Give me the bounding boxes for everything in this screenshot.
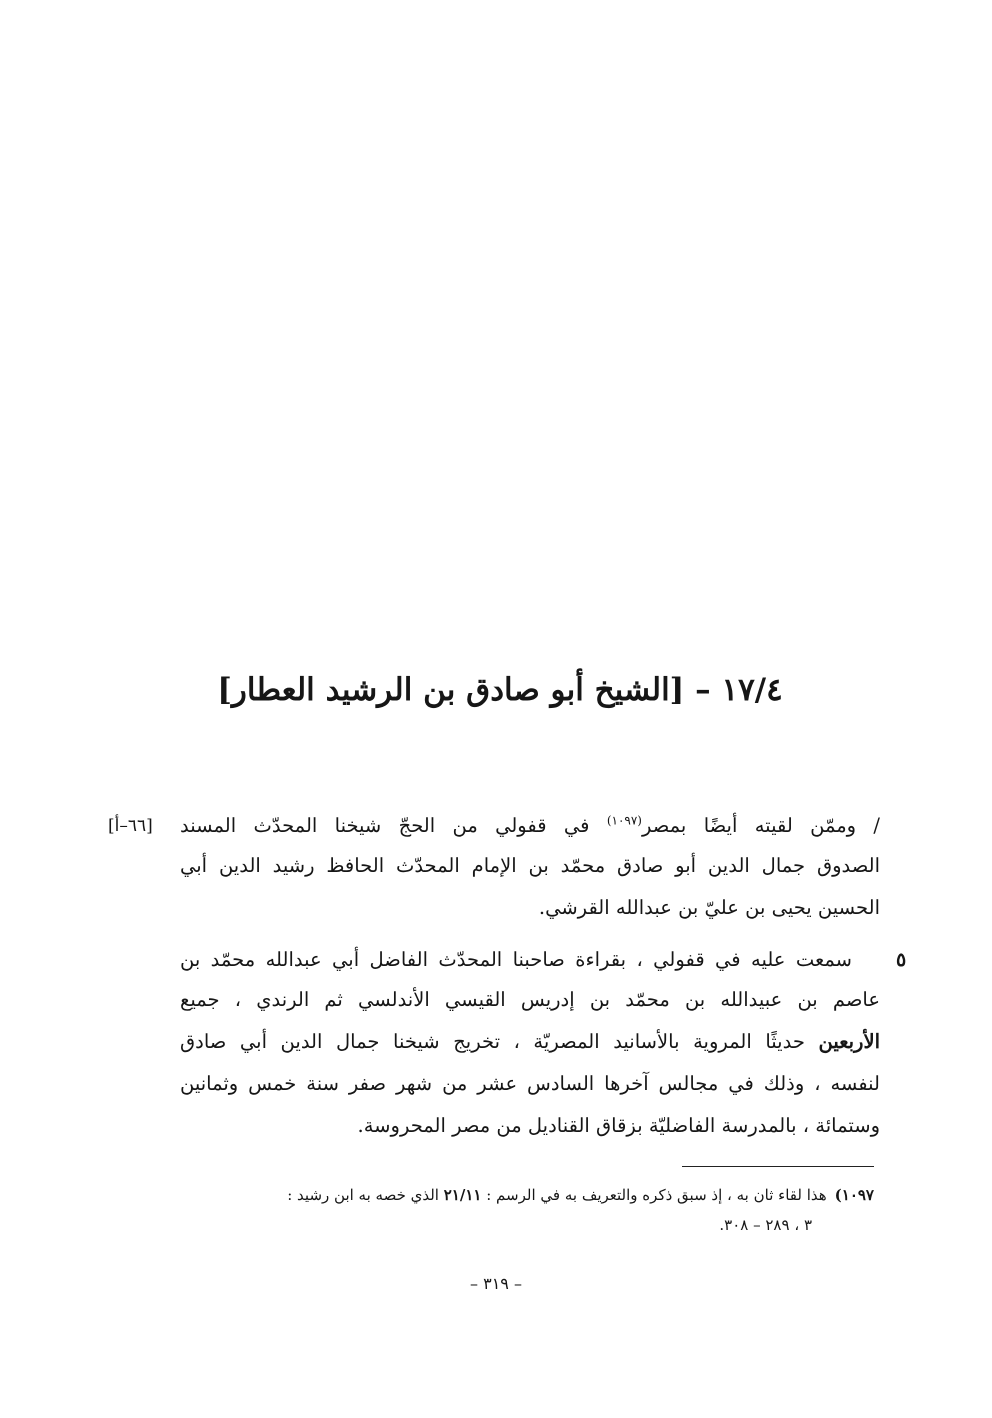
footnote-separator (682, 1166, 874, 1167)
footnote-text-start: هذا لقاء ثان به ، إذ سبق ذكره والتعريف به في الرسم : (481, 1186, 827, 1204)
line-number-marker: ٥ (896, 949, 907, 971)
paragraph-2-line-3-rest: حديثًا المروية بالأسانيد المصريّة ، تخريج شيخنا جمال الدين أبي صادق (180, 1030, 819, 1053)
paragraph-1-line-1 (180, 808, 880, 844)
paragraph-2-line-2: عاصم بن عبيدالله بن محمّد بن إدريس القيسي الأندلسي ثم الرندي ، جميع (180, 988, 880, 1011)
page-number: – ٣١٩ – (470, 1274, 522, 1293)
paragraph-1-line-3: الحسين يحيى بن عليّ بن عبدالله القرشي. (538, 896, 880, 919)
paragraph-2-line-3 (180, 1024, 880, 1060)
folio-margin-note: [٦٦–أ] (108, 816, 153, 836)
footnote-line-1 (174, 1182, 874, 1208)
paragraph-1-line-1-start: / وممّن لقيته أيضًا بمصر (641, 814, 880, 837)
paragraph-1-line-1-end: في قفولي من الحجّ شيخنا المحدّث المسند (180, 814, 607, 837)
footnote-number: ١٠٩٧) (834, 1186, 874, 1204)
footnote-reference[interactable]: (١٠٩٧) (606, 813, 642, 828)
footnote-line-2: ٣ ، ٢٨٩ – ٣٠٨. (719, 1216, 812, 1234)
paragraph-2-line-4: لنفسه ، وذلك في مجالس آخرها السادس عشر من شهر صفر سنة خمس وثمانين (180, 1072, 880, 1095)
section-title: ١٧/٤ – [الشيخ أبو صادق بن الرشيد العطار] (217, 672, 783, 708)
footnote-text-end: الذي خصه به ابن رشيد : (287, 1186, 444, 1204)
paragraph-2-bold-term: الأربعين (818, 1030, 880, 1053)
footnote-reference-number: ٢١/١١ (443, 1186, 482, 1204)
paragraph-1-line-2: الصدوق جمال الدين أبو صادق محمّد بن الإمام المحدّث الحافظ رشيد الدين أبي (180, 854, 880, 877)
paragraph-2-line-5: وستمائة ، بالمدرسة الفاضليّة بزقاق القناديل من مصر المحروسة. (357, 1114, 880, 1137)
paragraph-2-line-1: سمعت عليه في قفولي ، بقراءة صاحبنا المحدّث الفاضل أبي عبدالله محمّد بن (180, 948, 852, 971)
